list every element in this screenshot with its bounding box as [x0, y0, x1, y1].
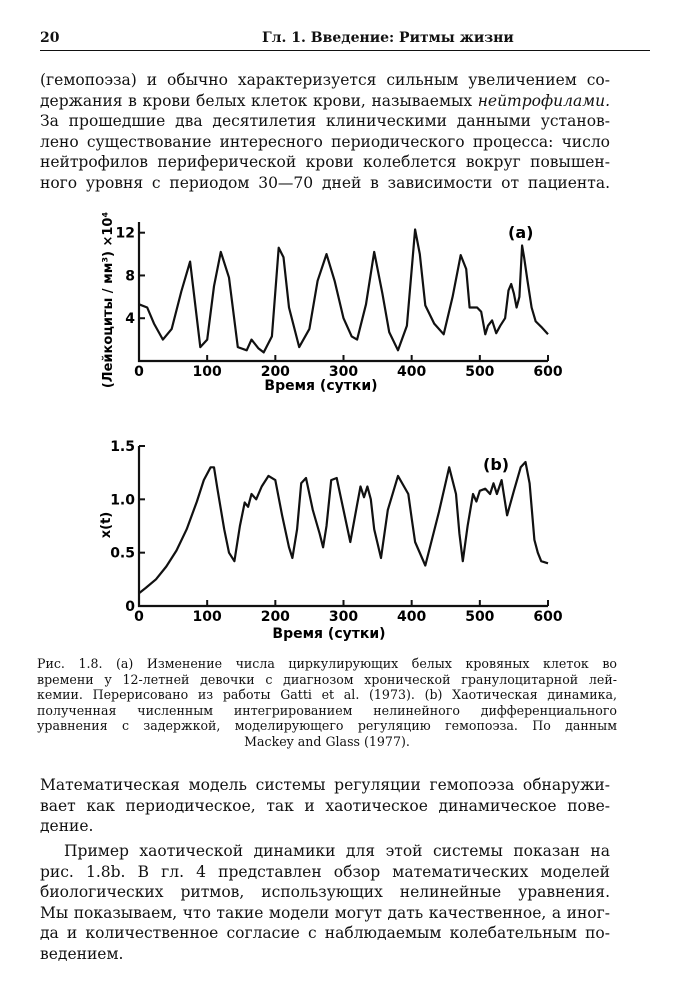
- paragraph-line: рис. 1.8b. В гл. 4 представлен обзор математических моделей: [40, 862, 610, 881]
- chart-b-y-tick-label: 1.0: [110, 492, 135, 509]
- chart-b-y-tick-label: 1.5: [110, 439, 135, 455]
- bottom-paragraph-1: [40, 775, 610, 837]
- paragraph-line: ведением.: [40, 944, 124, 963]
- paragraph-line: дение.: [40, 817, 94, 836]
- chart-a-panel-label: (a): [508, 223, 534, 242]
- chart-a-y-tick-label: 8: [125, 268, 135, 285]
- caption-line: кемии. Перерисовано из работы Gatti et al. (1973). (b) Хаотическая динамика,: [37, 687, 617, 703]
- chart-b-x-tick-label: 100: [192, 609, 222, 625]
- chart-b-x-tick-label: 400: [397, 609, 427, 625]
- page-number: 20: [40, 30, 60, 46]
- chart-a-y-ticks: [116, 226, 145, 328]
- paragraph-line: держания в крови белых клеток крови, называемых нейтрофилами.: [40, 91, 610, 110]
- paragraph-line: Математическая модель системы регуляции гемопоэза обнаружи-: [40, 776, 610, 794]
- paragraph-line: нейтрофилов периферической крови колеблется вокруг повышен-: [40, 153, 610, 172]
- chart-b-ylabel: x(t): [99, 511, 114, 539]
- chart-a-x-tick-label: 100: [192, 364, 222, 380]
- chart-a-xlabel: Время (сутки): [264, 378, 378, 394]
- paragraph-line: ного уровня с периодом 30—70 дней в зависимости от пациента.: [40, 173, 610, 192]
- chart-b-xlabel: Время (сутки): [272, 626, 386, 642]
- chart-a-x-tick-label: 400: [397, 364, 427, 380]
- chart-b-x-tick-label: 300: [328, 609, 359, 625]
- chart-b-y-tick-label: 0: [125, 599, 135, 615]
- chart-b: [99, 439, 563, 642]
- chart-a-x-tick-label: 300: [328, 364, 359, 380]
- caption-line: Mackey and Glass (1977).: [244, 733, 410, 749]
- caption-line: времени у 12-летней девочки с диагнозом хронической гранулоцитарной лей-: [37, 671, 617, 687]
- emphasis-term: нейтрофилами.: [477, 91, 610, 110]
- caption-line: уравнения с задержкой, моделирующего регуляцию гемопоэза. По данным: [37, 718, 617, 734]
- paragraph-line: Мы показываем, что такие модели могут дать качественное, а иног-: [40, 903, 610, 922]
- chart-a-x-tick-label: 500: [465, 364, 495, 380]
- chart-a-y-tick-label: 12: [115, 225, 135, 242]
- chart-a: [101, 212, 563, 394]
- chart-a-x-ticks: [134, 355, 563, 380]
- chart-b-x-tick-label: 200: [260, 609, 290, 625]
- chart-a-series-line: [139, 230, 548, 353]
- paragraph-line: да и количественное согласие с наблюдаемым колебательным по-: [40, 924, 610, 943]
- paragraph-line: вает как периодическое, так и хаотическое динамическое пове-: [40, 796, 610, 815]
- chart-b-x-tick-label: 600: [533, 609, 563, 625]
- chart-b-x-tick-label: 500: [465, 609, 495, 625]
- chart-a-x-tick-label: 600: [533, 364, 563, 380]
- caption-line: Рис. 1.8. (а) Изменение числа циркулирующих белых кровяных клеток во: [37, 656, 617, 671]
- paragraph-line: лено существование интересного периодического процесса: число: [40, 132, 610, 151]
- paragraph-line: (гемопоэза) и обычно характеризуется сильным увеличением со-: [40, 71, 610, 89]
- chart-a-y-tick-label: 4: [125, 311, 135, 328]
- bottom-paragraph-2: [40, 841, 610, 965]
- chart-a-ylabel: (Лейкоциты / мм³) ×10⁴: [101, 211, 116, 389]
- chart-b-series-line: [139, 462, 548, 593]
- chart-b-panel-label: (b): [483, 455, 510, 474]
- chart-a-x-tick-label: 0: [134, 364, 144, 380]
- caption-line: полученная численным интегрированием нелинейного дифференциального: [37, 702, 617, 718]
- running-title: Гл. 1. Введение: Ритмы жизни: [262, 30, 514, 46]
- paragraph-line: Пример хаотической динамики для этой системы показан на: [64, 842, 610, 860]
- paragraph-line: биологических ритмов, использующих нелинейные уравнения.: [40, 883, 610, 902]
- chart-b-y-tick-label: 0.5: [110, 545, 135, 562]
- chart-a-x-tick-label: 200: [260, 364, 290, 380]
- figure-caption: [37, 656, 617, 750]
- paragraph-line: За прошедшие два десятилетия клиническими данными установ-: [40, 112, 610, 131]
- chart-b-x-tick-label: 0: [134, 609, 144, 625]
- chart-b-x-ticks: [134, 600, 563, 625]
